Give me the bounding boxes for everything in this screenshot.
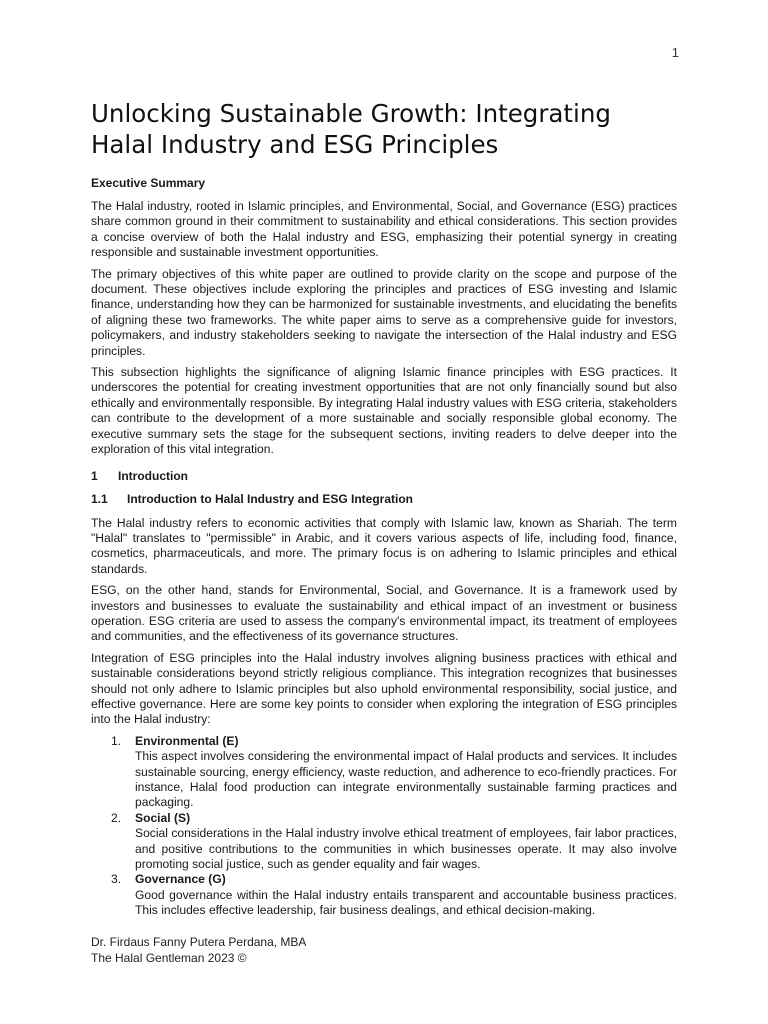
section-title: Introduction [118, 468, 188, 483]
section-1-1-heading [91, 492, 677, 506]
list-marker: 2. [111, 810, 122, 825]
document-body [91, 98, 677, 919]
list-item-text: Good governance within the Halal industry entails transparent and accountable business practices. This includes effective leadership, fair business dealings, and ethical decision-making. [135, 887, 677, 918]
list-item-text: Social considerations in the Halal industry involve ethical treatment of employees, fair labor practices, and positive contributions to the communities in which businesses operate. It may also involve promoting social justice, such as gender equality and fair wages. [135, 826, 677, 872]
list-item-text: This aspect involves considering the environmental impact of Halal products and services. It includes sustainable sourcing, energy efficiency, waste reduction, and adherence to eco-friendly practices. For instance, Halal food production can integrate environmentally sustainable farming practices and packaging. [135, 749, 677, 810]
key-points-list [91, 734, 677, 919]
section-number: 1 [91, 468, 98, 483]
section-1-heading [91, 469, 677, 483]
page-number: 1 [671, 45, 679, 60]
executive-summary-heading: Executive Summary [91, 176, 206, 190]
document-title: Unlocking Sustainable Growth: Integrating Halal Industry and ESG Principles [91, 99, 611, 159]
list-marker: 3. [111, 872, 122, 887]
page-footer [91, 935, 306, 966]
executive-summary-paragraph: This subsection highlights the significance of aligning Islamic finance principles with ESG practices. It underscores the potential for creating investment opportunities that are not only financially sound but also ethically and environmentally responsible. By integrating Halal industry values with ESG criteria, stakeholders can contribute to the development of a more sustainable and socially responsible global economy. The executive summary sets the stage for the subsequent sections, inviting readers to delve deeper into the exploration of this vital integration. [91, 365, 677, 457]
intro-paragraph: The Halal industry refers to economic activities that comply with Islamic law, known as Shariah. The term "Halal" translates to "permissible" in Arabic, and it covers various aspects of life, including food, finance, cosmetics, pharmaceuticals, and more. The primary focus is on adhering to Islamic principles and ethical standards. [91, 515, 677, 576]
intro-paragraph: Integration of ESG principles into the Halal industry involves aligning business practices with ethical and sustainable considerations beyond strictly religious compliance. This integration recognizes that businesses should not only adhere to Islamic principles but also uphold environmental responsibility, social justice, and effective governance. Here are some key points to consider when exploring the integration of ESG principles into the Halal industry: [91, 650, 677, 727]
section-number: 1.1 [91, 491, 108, 506]
executive-summary-section [91, 176, 677, 458]
list-item-title: Social (S) [135, 810, 191, 825]
intro-paragraph: ESG, on the other hand, stands for Environmental, Social, and Governance. It is a framework used by investors and businesses to evaluate the sustainability and ethical impact of an investment or business operation. ESG criteria are used to assess the company's environmental impact, its treatment of employees and communities, and the effectiveness of its governance structures. [91, 583, 677, 644]
executive-summary-paragraph: The Halal industry, rooted in Islamic principles, and Environmental, Social, and Governance (ESG) practices share common ground in their commitment to sustainability and ethical considerations. This section provides a concise overview of both the Halal industry and ESG, emphasizing their potential synergy in creating responsible and sustainable investment opportunities. [91, 199, 677, 260]
footer-author: Dr. Firdaus Fanny Putera Perdana, MBA [91, 935, 307, 949]
list-marker: 1. [111, 733, 122, 748]
executive-summary-paragraph: The primary objectives of this white paper are outlined to provide clarity on the scope and purpose of the document. These objectives include exploring the principles and practices of ESG investing and Islamic finance, understanding how they can be harmonized for sustainable investments, and elucidating the benefits of aligning these two frameworks. The white paper aims to serve as a comprehensive guide for investors, policymakers, and industry stakeholders seeking to navigate the intersection of the Halal industry and ESG principles. [91, 266, 677, 358]
list-item-title: Governance (G) [135, 872, 226, 887]
list-item [91, 872, 677, 918]
footer-copyright: The Halal Gentleman 2023 © [91, 950, 247, 965]
section-title: Introduction to Halal Industry and ESG Integration [127, 491, 414, 506]
list-item [91, 734, 677, 811]
list-item [91, 811, 677, 873]
list-item-title: Environmental (E) [135, 733, 239, 748]
